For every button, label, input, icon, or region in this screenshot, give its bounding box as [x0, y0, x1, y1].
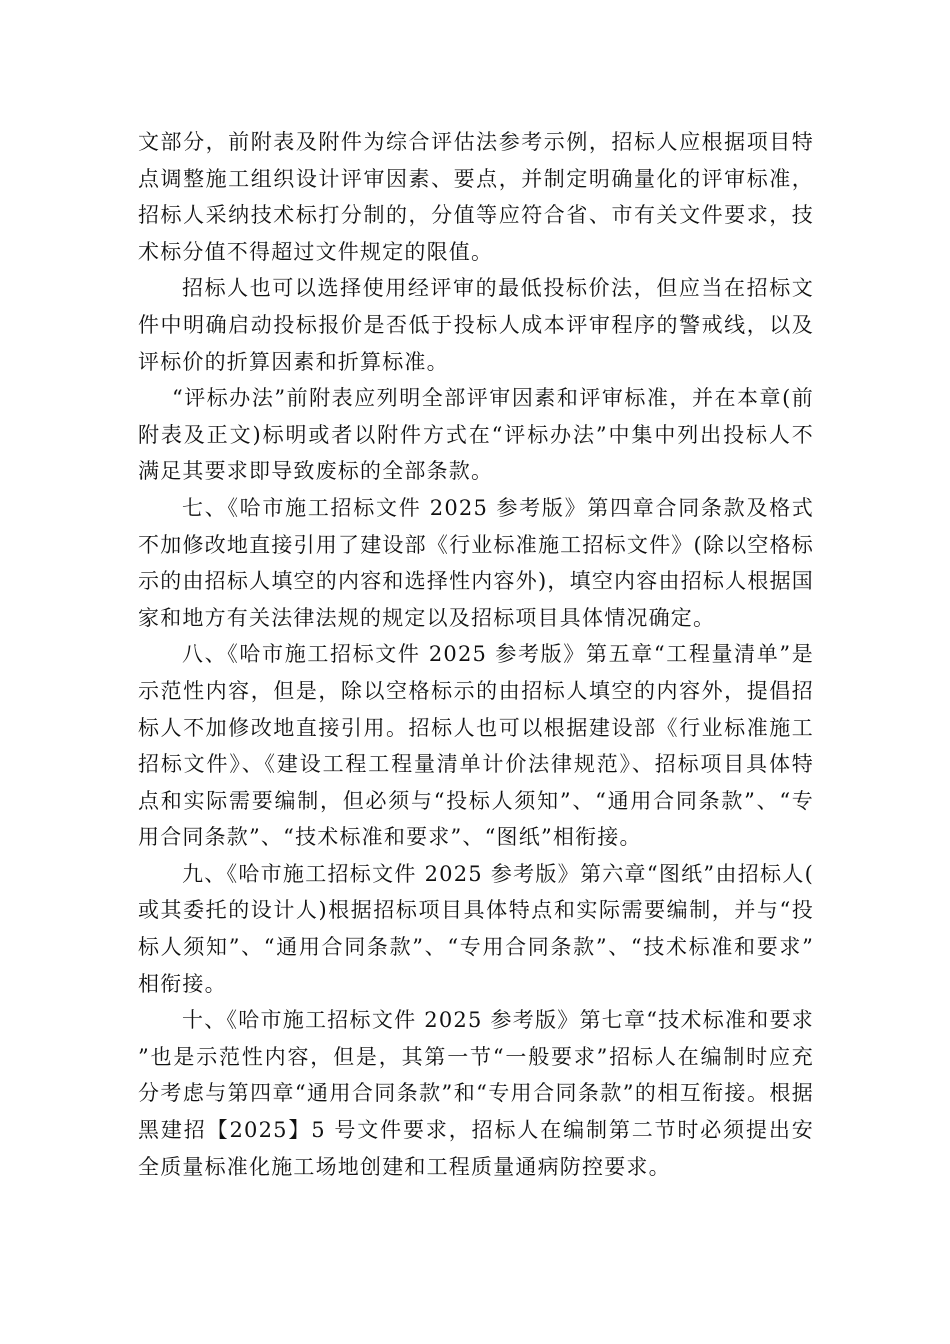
paragraph-evaluation-table: “评标办法”前附表应列明全部评审因素和评审标准，并在本章(前附表及正文)标明或者以附件方式在“评标办法”中集中列出投标人不满足其要求即导致废标的全部条款。: [138, 386, 814, 484]
paragraph-section-ten: 十、《哈市施工招标文件 2025 参考版》第七章“技术标准和要求”也是示范性内容，但是，其第一节“一般要求”招标人在编制时应充分考虑与第四章“通用合同条款”和“专用合同条款”的相互衔接。根据黑建招【2025】5 号文件要求，招标人在编制第二节时必须提出安全质量标准化施工场地创建和工程质量通病防控要求。: [138, 1008, 814, 1179]
paragraph-section-nine: 九、《哈市施工招标文件 2025 参考版》第六章“图纸”由招标人(或其委托的设计人)根据招标项目具体特点和实际需要编制，并与“投标人须知”、“通用合同条款”、“专用合同条款”、“技术标准和要求”相衔接。: [138, 861, 814, 996]
paragraph-section-eight: 八、《哈市施工招标文件 2025 参考版》第五章“工程量清单”是示范性内容，但是，除以空格标示的由招标人填空的内容外，提倡招标人不加修改地直接引用。招标人也可以根据建设部《行业标准施工招标文件》、《建设工程工程量清单计价法律规范》、招标项目具体特点和实际需要编制，但必须与“投标人须知”、“通用合同条款”、“专用合同条款”、“技术标准和要求”、“图纸”相衔接。: [138, 642, 814, 850]
document-body: [138, 124, 814, 1185]
paragraph-section-seven: 七、《哈市施工招标文件 2025 参考版》第四章合同条款及格式不加修改地直接引用了建设部《行业标准施工招标文件》(除以空格标示的由招标人填空的内容和选择性内容外)，填空内容由招标人根据国家和地方有关法律法规的规定以及招标项目具体情况确定。: [138, 495, 814, 630]
paragraph-evaluation-method-continuation: 文部分，前附表及附件为综合评估法参考示例，招标人应根据项目特点调整施工组织设计评审因素、要点，并制定明确量化的评审标准，招标人采纳技术标打分制的，分值等应符合省、市有关文件要求，技术标分值不得超过文件规定的限值。: [138, 130, 814, 264]
paragraph-lowest-bid-method: 招标人也可以选择使用经评审的最低投标价法，但应当在招标文件中明确启动投标报价是否低于投标人成本评审程序的警戒线，以及评标价的折算因素和折算标准。: [138, 276, 814, 374]
